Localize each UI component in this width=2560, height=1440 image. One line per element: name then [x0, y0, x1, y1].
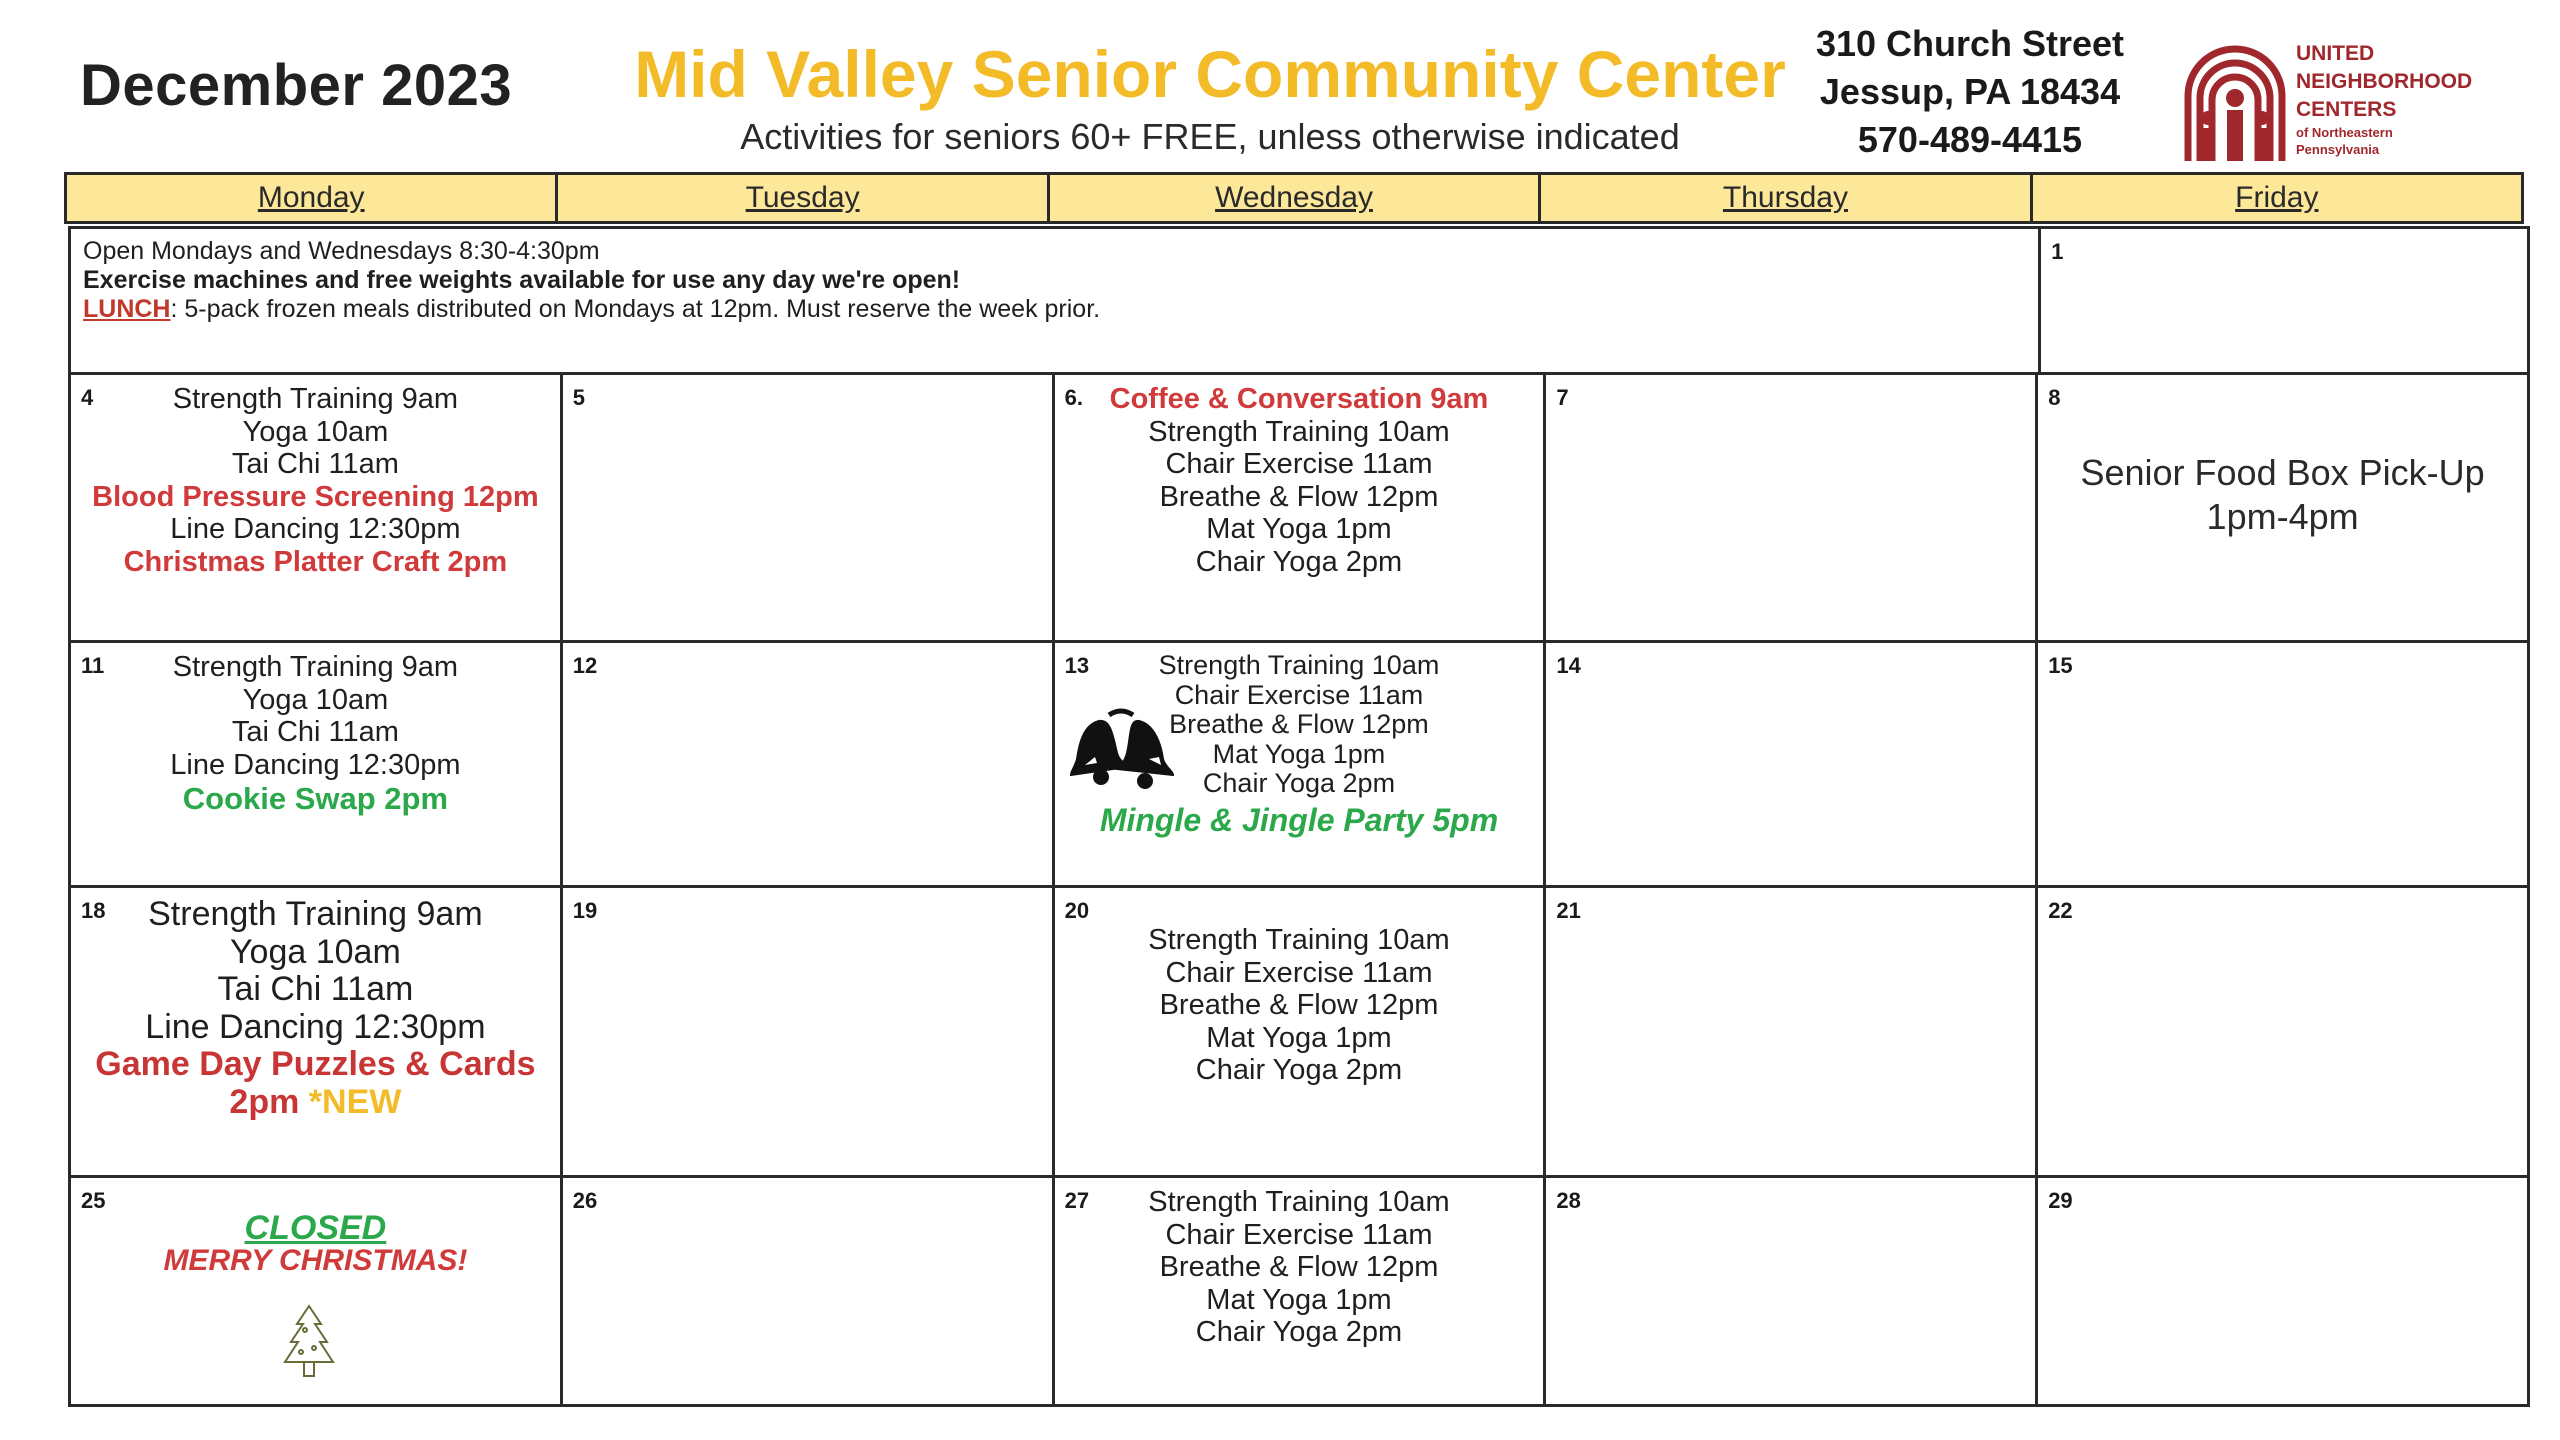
- event-item: Strength Training 9am: [172, 651, 459, 683]
- calendar-week-3: [71, 888, 2527, 1178]
- event-item: Mat Yoga 1pm: [1206, 1021, 1392, 1054]
- day-cell-15: [2038, 643, 2527, 885]
- day-number: 15: [2048, 653, 2073, 678]
- weekday-header: [64, 172, 2524, 224]
- event-list: [1055, 1186, 1544, 1349]
- event-list: [71, 896, 560, 1121]
- hours-text: Open Mondays and Wednesdays 8:30-4:30pm: [83, 237, 600, 265]
- info-box: [71, 229, 2041, 372]
- center-name: Mid Valley Senior Community Center: [634, 37, 1786, 111]
- event-item: Line Dancing 12:30pm: [145, 1007, 486, 1046]
- event-list: [71, 651, 560, 817]
- event-item: Strength Training 10am: [1148, 415, 1450, 448]
- day-number: 19: [572, 898, 598, 923]
- day-cell-6: [1055, 375, 1547, 640]
- event-item: Chair Exercise 11am: [1165, 448, 1433, 480]
- holiday-greeting: MERRY CHRISTMAS!: [163, 1243, 468, 1277]
- event-item: Senior Food Box Pick-Up: [2080, 452, 2485, 493]
- event-item: Strength Training 10am: [1148, 1186, 1450, 1218]
- weekday-wednesday: Wednesday: [1050, 175, 1541, 221]
- event-item-highlight: Game Day Puzzles & Cards: [95, 1045, 536, 1083]
- event-item: Line Dancing 12:30pm: [170, 513, 461, 545]
- day-number: 13: [1064, 653, 1090, 678]
- day-number: 22: [2048, 898, 2073, 923]
- lunch-label: LUNCH: [83, 295, 171, 323]
- day-cell-28: [1546, 1178, 2038, 1404]
- logo-text-centers: CENTERS: [2296, 98, 2397, 121]
- day-cell-12: [563, 643, 1055, 885]
- day-cell-29: [2038, 1178, 2527, 1404]
- day-number: 29: [2048, 1188, 2073, 1213]
- phone-number: 570-489-4415: [1857, 119, 2083, 160]
- event-item: Chair Yoga 2pm: [1195, 545, 1403, 578]
- event-item: Breathe & Flow 12pm: [1159, 989, 1439, 1021]
- event-item: Chair Exercise 11am: [1174, 679, 1424, 710]
- event-item-highlight: Coffee & Conversation 9am: [1109, 383, 1489, 415]
- day-cell-27: [1055, 1178, 1547, 1404]
- event-item: Yoga 10am: [230, 932, 401, 971]
- event-item: Yoga 10am: [242, 683, 389, 716]
- event-item-highlight: Cookie Swap 2pm: [182, 781, 449, 816]
- day-cell-18: [71, 888, 563, 1175]
- event-item-highlight: Blood Pressure Screening 12pm: [92, 480, 539, 513]
- day-number: 7: [1556, 385, 1569, 410]
- event-item: Yoga 10am: [242, 415, 389, 448]
- event-item: Line Dancing 12:30pm: [170, 748, 461, 781]
- weekday-monday: Monday: [67, 175, 558, 221]
- logo-arches-icon: [2178, 36, 2292, 166]
- event-list: [1055, 651, 1544, 841]
- address-street: 310 Church Street: [1815, 23, 2125, 64]
- day-cell-13: [1055, 643, 1547, 885]
- weekday-tuesday: Tuesday: [558, 175, 1049, 221]
- calendar-week-4: [71, 1178, 2527, 1404]
- day-cell-8: [2038, 375, 2527, 640]
- day-number: 18: [81, 898, 106, 923]
- logo-text-united: UNITED: [2296, 42, 2375, 65]
- event-item: Tai Chi 11am: [217, 970, 414, 1008]
- event-item: Strength Training 9am: [148, 895, 483, 933]
- lunch-text: : 5-pack frozen meals distributed on Mondays at 12pm. Must reserve the week prior.: [170, 295, 1101, 323]
- day-cell-4: [71, 375, 563, 640]
- day-number: 11: [81, 653, 105, 678]
- day-cell-26: [563, 1178, 1055, 1404]
- christmas-tree-icon: [281, 1302, 337, 1382]
- event-list: [1055, 383, 1544, 578]
- day-number: 26: [572, 1188, 598, 1213]
- page-title: December 2023: [80, 53, 513, 118]
- event-item: Chair Exercise 11am: [1165, 956, 1433, 989]
- day-number: 25: [81, 1188, 106, 1213]
- logo-text-of-northeastern: of Northeastern: [2296, 125, 2393, 140]
- event-item: Chair Yoga 2pm: [1195, 1316, 1403, 1348]
- day-cell-5: [563, 375, 1055, 640]
- day-number: 1: [2051, 239, 2064, 264]
- event-item: Strength Training 10am: [1148, 924, 1450, 956]
- event-item: Strength Training 10am: [1158, 650, 1440, 680]
- calendar-week-1: [71, 375, 2527, 643]
- event-time: 2pm: [229, 1082, 300, 1121]
- event-item: Tai Chi 11am: [231, 448, 399, 480]
- day-number: 8: [2048, 385, 2061, 410]
- day-cell-1: [2041, 229, 2527, 372]
- day-number: 14: [1556, 653, 1581, 678]
- closed-notice: CLOSED: [244, 1209, 387, 1247]
- day-number: 28: [1556, 1188, 1581, 1213]
- day-number: 27: [1064, 1188, 1090, 1213]
- event-item: Breathe & Flow 12pm: [1159, 480, 1439, 513]
- event-item: 1pm-4pm: [2206, 496, 2359, 537]
- event-item: Mat Yoga 1pm: [1206, 1283, 1392, 1316]
- day-cell-19: [563, 888, 1055, 1175]
- event-item: Mat Yoga 1pm: [1212, 738, 1386, 769]
- day-cell-14: [1546, 643, 2038, 885]
- day-cell-21: [1546, 888, 2038, 1175]
- event-item: Tai Chi 11am: [231, 716, 399, 748]
- event-list: [71, 1209, 560, 1277]
- event-item: Breathe & Flow 12pm: [1169, 709, 1429, 739]
- day-number: 20: [1064, 898, 1090, 923]
- calendar-week-2: [71, 643, 2527, 888]
- day-number: 6.: [1064, 385, 1083, 410]
- new-badge: *NEW: [308, 1082, 402, 1121]
- day-number: 5: [572, 385, 586, 410]
- day-number: 12: [572, 653, 598, 678]
- day-cell-7: [1546, 375, 2038, 640]
- event-item: Chair Exercise 11am: [1165, 1218, 1433, 1251]
- event-item: Mat Yoga 1pm: [1206, 513, 1392, 545]
- event-item: Breathe & Flow 12pm: [1159, 1251, 1439, 1283]
- logo-text-neighborhood: NEIGHBORHOOD: [2296, 70, 2473, 93]
- event-item-highlight: Mingle & Jingle Party 5pm: [1099, 801, 1499, 838]
- logo-text-pennsylvania: Pennsylvania: [2296, 142, 2380, 157]
- day-number: 4: [81, 385, 94, 410]
- subtitle: Activities for seniors 60+ FREE, unless otherwise indicated: [740, 116, 1680, 157]
- event-item-highlight: Christmas Platter Craft 2pm: [123, 545, 508, 578]
- day-cell-22: [2038, 888, 2527, 1175]
- day-cell-20: [1055, 888, 1547, 1175]
- event-item: Strength Training 9am: [172, 383, 459, 415]
- calendar-grid: [68, 226, 2530, 1407]
- address-block: [1810, 20, 2130, 164]
- event-list: [1055, 924, 1544, 1087]
- event-list: [71, 383, 560, 578]
- weekday-friday: Friday: [2235, 181, 2319, 214]
- event-item: Chair Yoga 2pm: [1202, 768, 1396, 798]
- organization-logo: [2178, 36, 2498, 166]
- day-number: 21: [1556, 898, 1581, 923]
- exercise-note: Exercise machines and free weights available for use any day we're open!: [83, 266, 961, 294]
- day-cell-25: [71, 1178, 563, 1404]
- address-city: Jessup, PA 18434: [1819, 71, 2121, 112]
- event-item: Chair Yoga 2pm: [1195, 1054, 1403, 1086]
- weekday-thursday: Thursday: [1541, 175, 2032, 221]
- event-list: [2038, 451, 2527, 539]
- day-cell-11: [71, 643, 563, 885]
- calendar-week-0: [71, 229, 2527, 375]
